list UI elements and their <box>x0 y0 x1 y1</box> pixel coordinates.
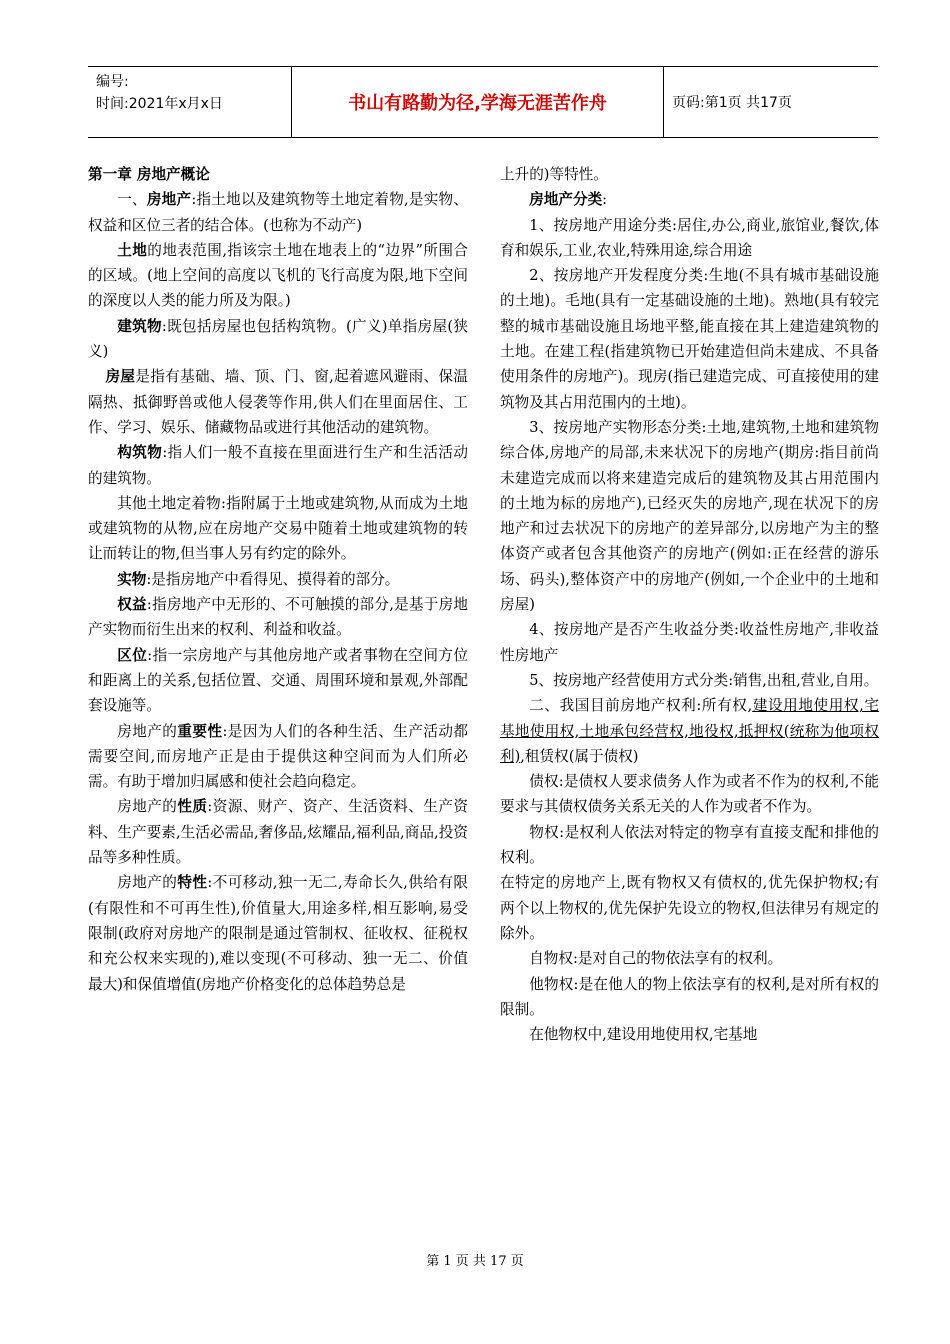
definition-text: :指房地产中无形的、不可触摸的部分,是基于房地产实物而衍生出来的权利、利益和收益。 <box>88 596 468 639</box>
paragraph-house <box>88 364 468 440</box>
colon: : <box>602 191 608 209</box>
definition-text: 是指有基础、墙、顶、门、窗,起着遮风避雨、保温隔热、抵御野兽或他人侵袭等作用,供人们在里面居住、工作、学习、娱乐、储藏物品或进行其他活动的建筑物。 <box>88 368 468 436</box>
header-motto: 书山有路勤为径,学海无涯苦作舟 <box>291 67 664 137</box>
paragraph-characteristics <box>88 870 468 996</box>
page-header <box>88 66 878 138</box>
paragraph-rights <box>88 592 468 643</box>
paragraph-class-by-operation: 5、按房地产经营使用方式分类:销售,出租,营业,自用。 <box>529 671 879 689</box>
paragraph-other-fixtures <box>88 491 468 567</box>
definition-text: :是指房地产中看得见、摸得着的部分。 <box>146 570 400 588</box>
paragraph-land <box>88 238 468 314</box>
definition-text: :是因为人们的各种生活、生产活动都需要空间,而房地产正是由于提供这种空间而为人们所必需。有助于增加归属感和使社会趋向稳定。 <box>88 722 468 791</box>
term-classification: 房地产分类 <box>529 191 603 209</box>
paragraph-creditor-right: 债权:是债权人要求债务人作为或者不作为的权利,不能要求与其债权债务关系无关的人作为或者不作为。 <box>500 773 879 816</box>
term-rights: 权益 <box>117 596 147 614</box>
rights-intro: 二、我国目前房地产权利:所有权, <box>529 697 753 715</box>
paragraph-structures <box>88 440 468 491</box>
definition-text: :指人们一般不直接在里面进行生产和生活活动的建筑物。 <box>88 444 468 487</box>
definition-text: :指土地以及建筑物等土地定着物,是实物、权益和区位三者的结合体。(也称为不动产) <box>88 191 468 234</box>
definition-text: 的地表范围,指该宗土地在地表上的“边界”所围合的区域。(地上空间的高度以飞机的飞行高度为限,地下空间的深度以人类的能力所及为限。) <box>88 241 468 310</box>
paragraph-nature <box>88 794 468 870</box>
document-number-label: 编号: <box>96 74 129 90</box>
paragraph-continues: 在他物权中,建设用地使用权,宅基地 <box>529 1026 758 1044</box>
paragraph-class-by-income: 4、按房地产是否产生收益分类:收益性房地产,非收益性房地产 <box>500 621 879 664</box>
term-prefix: 房地产的 <box>117 722 178 740</box>
term-characteristics: 特性 <box>177 874 208 892</box>
term-structures: 构筑物 <box>117 444 163 462</box>
paragraph-priority: 在特定的房地产上,既有物权又有债权的,优先保护物权;有两个以上物权的,优先保护先设立的物权,但法律另有规定的除外。 <box>500 874 879 942</box>
term-prefix: 房地产的 <box>117 798 178 816</box>
paragraph-class-by-form: 3、按房地产实物形态分类:土地,建筑物,土地和建筑物综合体,房地产的局部,未来状况下的房地产(期房:指目前尚未建造完成而以将来建造完成后的建筑物及其占用范围内的土地为标的房地产),已经灭失的房地产,现在状况下的房地产和过去状况下的房地产的差异部分,以房地产为主的整体资产或者包含其他资产的房地产(例如:正在经营的游乐场、码头),整体资产中的房地产(例如,一个企业中的土地和房屋) <box>500 418 879 614</box>
paragraph-location <box>88 643 468 719</box>
chapter-title: 第一章 房地产概论 <box>88 166 210 183</box>
section-number: 一、 <box>117 191 147 209</box>
term-real-estate: 房地产 <box>146 191 192 209</box>
document-date-label: 时间:2021年x月x日 <box>96 96 223 112</box>
paragraph-class-by-use: 1、按房地产用途分类:居住,办公,商业,旅馆业,餐饮,体育和娱乐,工业,农业,特殊用途,综合用途 <box>500 216 879 259</box>
term-nature: 性质 <box>177 798 208 816</box>
paragraph-own-right: 自物权:是对自己的物依法享有的权利。 <box>529 950 783 968</box>
paragraph-real-right: 物权:是权利人依法对特定的物享有直接支配和排他的权利。 <box>500 823 879 867</box>
definition-text: :资源、财产、资产、生活资料、生产资料、生产要素,生活必需品,奢侈品,炫耀品,福利品,商品,投资品等多种性质。 <box>88 798 468 867</box>
term-buildings: 建筑物 <box>117 317 162 335</box>
definition-text: :既包括房屋也包括构筑物。(广义)单指房屋(狭义) <box>88 317 468 361</box>
paragraph-continuation: 上升的)等特性。 <box>500 166 608 183</box>
paragraph-physical <box>88 567 468 592</box>
paragraph-class-by-development: 2、按房地产开发程度分类:生地(不具有城市基础设施的土地)。毛地(具有一定基础设施的土地)。熟地(具有较完整的城市基础设施且场地平整,能直接在其上建造建筑物的土地。在建工程(指建筑物已开始建造但尚未建成、不具备使用条件的房地产)。现房(指已建造完成、可直接使用的建筑物及其占用范围内的土地)。 <box>500 267 879 411</box>
underlined-rights: 建设用地使用权,宅基地使用权,土地承包经营权,地役权,抵押权(统称为他项权利) <box>500 697 880 765</box>
term-location: 区位 <box>117 646 148 664</box>
rights-tail: ,租赁权(属于债权) <box>520 747 639 765</box>
paragraph-real-estate-definition <box>88 187 468 238</box>
paragraph-property-rights <box>500 693 879 769</box>
paragraph-classification-heading <box>500 187 879 212</box>
right-column <box>500 162 879 1047</box>
definition-text: :不可移动,独一无二,寿命长久,供给有限(有限性和不可再生性),价值量大,用途多样,相互影响,易受限制(政府对房地产的限制是通过管制权、征收权、征税权和充公权来实现的),难以变现(不可移动、独一无二、价值最大)和保值增值(房地产价格变化的总体趋势总是 <box>88 874 468 993</box>
paragraph-importance <box>88 719 468 795</box>
page-footer: 第 1 页 共 17 页 <box>426 1254 524 1269</box>
term-land: 土地 <box>117 241 148 259</box>
term-importance: 重要性 <box>177 722 223 740</box>
term-prefix: 房地产的 <box>117 874 178 892</box>
term-house: 房屋 <box>105 368 136 386</box>
paragraph-buildings <box>88 314 468 365</box>
paragraph-other-right: 他物权:是在他人的物上依法享有的权利,是对所有权的限制。 <box>500 975 879 1018</box>
header-page-number: 页码:第1页 共17页 <box>672 95 792 111</box>
definition-text: :指一宗房地产与其他房地产或者事物在空间方位和距离上的关系,包括位置、交通、周围环境和景观,外部配套设施等。 <box>88 646 468 715</box>
term-physical: 实物 <box>117 570 147 588</box>
definition-text: 其他土地定着物:指附属于土地或建筑物,从而成为土地或建筑物的从物,应在房地产交易中随着土地或建筑物的转让而转让的物,但当事人另有约定的除外。 <box>88 494 468 563</box>
left-column <box>88 162 468 997</box>
header-meta <box>88 67 291 137</box>
